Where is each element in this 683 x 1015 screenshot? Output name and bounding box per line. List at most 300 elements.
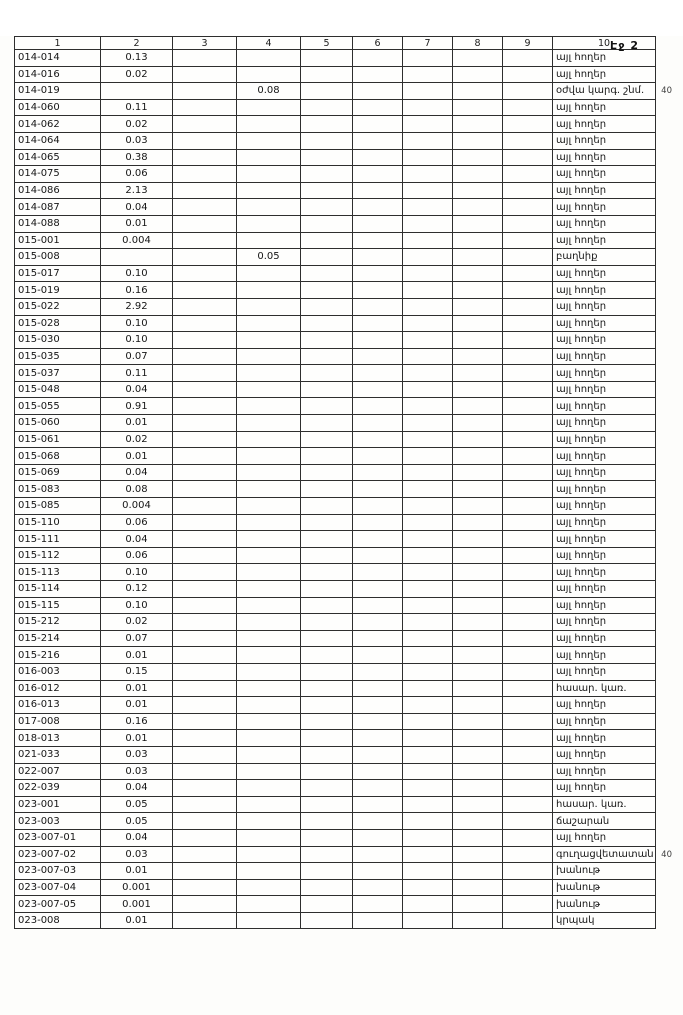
cell-5 (301, 50, 353, 67)
cell-area-4 (237, 481, 301, 498)
cell-7 (403, 99, 453, 116)
cell-area-4 (237, 431, 301, 448)
cell-3 (173, 498, 237, 515)
cell-5 (301, 597, 353, 614)
cell-5 (301, 315, 353, 332)
cell-9 (503, 415, 553, 432)
cell-9 (503, 647, 553, 664)
cell-landuse: այլ հողեր (553, 215, 656, 232)
cell-7 (403, 796, 453, 813)
cell-9 (503, 730, 553, 747)
cell-7 (403, 879, 453, 896)
cell-7 (403, 514, 453, 531)
cell-9 (503, 282, 553, 299)
cell-code: 015-008 (15, 249, 101, 266)
cell-8 (453, 332, 503, 349)
cell-5 (301, 149, 353, 166)
cell-8 (453, 298, 503, 315)
table-row (15, 663, 656, 680)
records-table (14, 36, 672, 929)
cell-7 (403, 663, 453, 680)
cell-area-2: 0.06 (101, 514, 173, 531)
cell-9 (503, 215, 553, 232)
cell-9 (503, 680, 553, 697)
cell-landuse: հասար. կառ. (553, 680, 656, 697)
cell-area-2: 0.38 (101, 149, 173, 166)
cell-area-2: 0.07 (101, 630, 173, 647)
cell-9 (503, 912, 553, 929)
cell-8 (453, 265, 503, 282)
cell-3 (173, 581, 237, 598)
cell-area-4 (237, 50, 301, 67)
cell-code: 023-007-01 (15, 829, 101, 846)
cell-area-4 (237, 282, 301, 299)
cell-6 (353, 265, 403, 282)
cell-landuse: այլ հողեր (553, 398, 656, 415)
cell-3 (173, 83, 237, 100)
cell-9 (503, 199, 553, 216)
column-header: 8 (453, 37, 503, 50)
cell-8 (453, 381, 503, 398)
cell-area-4 (237, 829, 301, 846)
cell-6 (353, 879, 403, 896)
cell-code: 015-055 (15, 398, 101, 415)
cell-3 (173, 780, 237, 797)
cell-area-2: 0.02 (101, 431, 173, 448)
cell-code: 014-087 (15, 199, 101, 216)
cell-9 (503, 663, 553, 680)
cell-landuse: այլ հողեր (553, 464, 656, 481)
cell-area-4 (237, 265, 301, 282)
cell-9 (503, 879, 553, 896)
cell-3 (173, 199, 237, 216)
cell-6 (353, 332, 403, 349)
cell-area-2: 0.10 (101, 332, 173, 349)
cell-landuse: այլ հողեր (553, 663, 656, 680)
cell-landuse: այլ հողեր (553, 365, 656, 382)
cell-5 (301, 846, 353, 863)
cell-6 (353, 829, 403, 846)
cell-6 (353, 780, 403, 797)
cell-area-4 (237, 215, 301, 232)
cell-landuse: այլ հողեր (553, 50, 656, 67)
cell-9 (503, 431, 553, 448)
cell-area-4 (237, 332, 301, 349)
cell-6 (353, 298, 403, 315)
cell-9 (503, 746, 553, 763)
table-row (15, 50, 656, 67)
cell-6 (353, 166, 403, 183)
cell-7 (403, 896, 453, 913)
cell-area-2: 0.01 (101, 215, 173, 232)
cell-7 (403, 431, 453, 448)
cell-code: 016-013 (15, 697, 101, 714)
cell-8 (453, 249, 503, 266)
cell-landuse: այլ հողեր (553, 199, 656, 216)
cell-3 (173, 912, 237, 929)
cell-7 (403, 116, 453, 133)
cell-9 (503, 448, 553, 465)
cell-code: 014-086 (15, 182, 101, 199)
cell-7 (403, 132, 453, 149)
cell-9 (503, 182, 553, 199)
table-row (15, 780, 656, 797)
table-row (15, 315, 656, 332)
cell-3 (173, 896, 237, 913)
cell-landuse: այլ հողեր (553, 746, 656, 763)
cell-landuse: այլ հողեր (553, 315, 656, 332)
cell-area-4 (237, 581, 301, 598)
cell-3 (173, 713, 237, 730)
cell-landuse: այլ հողեր (553, 581, 656, 598)
cell-6 (353, 763, 403, 780)
cell-6 (353, 663, 403, 680)
cell-5 (301, 348, 353, 365)
cell-6 (353, 50, 403, 67)
table-row (15, 896, 656, 913)
cell-area-2: 0.02 (101, 116, 173, 133)
cell-code: 015-017 (15, 265, 101, 282)
cell-8 (453, 282, 503, 299)
cell-code: 014-075 (15, 166, 101, 183)
cell-7 (403, 630, 453, 647)
cell-code: 015-068 (15, 448, 101, 465)
cell-7 (403, 83, 453, 100)
cell-code: 015-060 (15, 415, 101, 432)
cell-6 (353, 132, 403, 149)
cell-area-4 (237, 647, 301, 664)
cell-5 (301, 614, 353, 631)
cell-5 (301, 332, 353, 349)
cell-area-2: 0.16 (101, 713, 173, 730)
cell-6 (353, 531, 403, 548)
cell-landuse: այլ հողեր (553, 282, 656, 299)
cell-landuse: այլ հողեր (553, 448, 656, 465)
cell-6 (353, 863, 403, 880)
cell-5 (301, 912, 353, 929)
table-row (15, 182, 656, 199)
table-row (15, 215, 656, 232)
cell-code: 015-001 (15, 232, 101, 249)
cell-code: 014-014 (15, 50, 101, 67)
cell-7 (403, 763, 453, 780)
cell-3 (173, 182, 237, 199)
cell-3 (173, 514, 237, 531)
cell-9 (503, 614, 553, 631)
table-row (15, 132, 656, 149)
cell-area-2: 0.01 (101, 647, 173, 664)
cell-3 (173, 796, 237, 813)
cell-8 (453, 879, 503, 896)
cell-area-4 (237, 182, 301, 199)
table-row (15, 813, 656, 830)
cell-6 (353, 398, 403, 415)
cell-3 (173, 697, 237, 714)
cell-7 (403, 597, 453, 614)
column-header: 9 (503, 37, 553, 50)
cell-5 (301, 713, 353, 730)
cell-5 (301, 116, 353, 133)
cell-8 (453, 813, 503, 830)
cell-landuse: այլ հողեր (553, 514, 656, 531)
cell-area-4 (237, 315, 301, 332)
cell-9 (503, 531, 553, 548)
cell-5 (301, 282, 353, 299)
cell-8 (453, 365, 503, 382)
cell-area-2: 0.01 (101, 912, 173, 929)
cell-3 (173, 597, 237, 614)
cell-5 (301, 298, 353, 315)
cell-7 (403, 846, 453, 863)
cell-5 (301, 365, 353, 382)
cell-8 (453, 697, 503, 714)
cell-code: 015-022 (15, 298, 101, 315)
cell-3 (173, 680, 237, 697)
cell-area-2: 0.001 (101, 879, 173, 896)
table-row (15, 796, 656, 813)
cell-5 (301, 746, 353, 763)
cell-8 (453, 199, 503, 216)
cell-3 (173, 763, 237, 780)
cell-7 (403, 232, 453, 249)
cell-3 (173, 298, 237, 315)
cell-9 (503, 265, 553, 282)
cell-code: 022-007 (15, 763, 101, 780)
cell-5 (301, 99, 353, 116)
cell-area-4 (237, 547, 301, 564)
cell-code: 023-003 (15, 813, 101, 830)
cell-area-4 (237, 863, 301, 880)
cell-7 (403, 531, 453, 548)
cell-landuse: այլ հողեր (553, 498, 656, 515)
cell-3 (173, 829, 237, 846)
cell-6 (353, 730, 403, 747)
cell-area-4 (237, 498, 301, 515)
cell-code: 015-216 (15, 647, 101, 664)
cell-6 (353, 215, 403, 232)
cell-code: 015-112 (15, 547, 101, 564)
cell-8 (453, 215, 503, 232)
cell-6 (353, 564, 403, 581)
cell-7 (403, 365, 453, 382)
cell-6 (353, 912, 403, 929)
cell-7 (403, 249, 453, 266)
cell-landuse: այլ հողեր (553, 730, 656, 747)
cell-9 (503, 365, 553, 382)
cell-landuse: հասար. կառ. (553, 796, 656, 813)
cell-7 (403, 282, 453, 299)
cell-code: 015-069 (15, 464, 101, 481)
cell-landuse: կրպակ (553, 912, 656, 929)
cell-6 (353, 846, 403, 863)
cell-7 (403, 581, 453, 598)
cell-area-2: 0.16 (101, 282, 173, 299)
cell-8 (453, 846, 503, 863)
cell-6 (353, 232, 403, 249)
cell-code: 015-048 (15, 381, 101, 398)
cell-5 (301, 564, 353, 581)
cell-area-4 (237, 132, 301, 149)
cell-6 (353, 647, 403, 664)
cell-code: 023-001 (15, 796, 101, 813)
cell-5 (301, 415, 353, 432)
cell-5 (301, 265, 353, 282)
scanned-page (0, 36, 683, 1015)
cell-3 (173, 132, 237, 149)
cell-7 (403, 298, 453, 315)
cell-code: 016-003 (15, 663, 101, 680)
table-row (15, 846, 656, 863)
cell-9 (503, 464, 553, 481)
cell-code: 015-019 (15, 282, 101, 299)
cell-landuse: այլ հողեր (553, 630, 656, 647)
cell-3 (173, 66, 237, 83)
cell-7 (403, 730, 453, 747)
margin-note: 40 (661, 86, 672, 97)
cell-area-2: 0.01 (101, 863, 173, 880)
cell-area-2: 0.04 (101, 829, 173, 846)
table-row (15, 514, 656, 531)
cell-area-4 (237, 415, 301, 432)
cell-6 (353, 514, 403, 531)
cell-3 (173, 166, 237, 183)
table-row (15, 83, 656, 100)
cell-9 (503, 581, 553, 598)
cell-9 (503, 298, 553, 315)
table-row (15, 116, 656, 133)
table-row (15, 199, 656, 216)
cell-8 (453, 166, 503, 183)
cell-area-2 (101, 83, 173, 100)
cell-5 (301, 813, 353, 830)
cell-code: 023-007-03 (15, 863, 101, 880)
column-header: 4 (237, 37, 301, 50)
cell-9 (503, 348, 553, 365)
cell-6 (353, 99, 403, 116)
cell-3 (173, 564, 237, 581)
cell-6 (353, 149, 403, 166)
cell-code: 015-083 (15, 481, 101, 498)
cell-area-4 (237, 66, 301, 83)
table-row (15, 581, 656, 598)
cell-8 (453, 597, 503, 614)
cell-landuse: այլ հողեր (553, 647, 656, 664)
cell-8 (453, 547, 503, 564)
table-row (15, 531, 656, 548)
cell-9 (503, 846, 553, 863)
column-header: 7 (403, 37, 453, 50)
table-row (15, 912, 656, 929)
cell-landuse: ճաշարան (553, 813, 656, 830)
cell-3 (173, 813, 237, 830)
cell-3 (173, 381, 237, 398)
cell-area-2: 0.03 (101, 763, 173, 780)
cell-3 (173, 332, 237, 349)
cell-7 (403, 547, 453, 564)
cell-area-2: 0.10 (101, 315, 173, 332)
cell-9 (503, 630, 553, 647)
cell-3 (173, 116, 237, 133)
cell-6 (353, 680, 403, 697)
cell-area-4 (237, 199, 301, 216)
cell-9 (503, 863, 553, 880)
table-row (15, 713, 656, 730)
cell-6 (353, 597, 403, 614)
cell-area-2: 0.04 (101, 780, 173, 797)
cell-area-4 (237, 531, 301, 548)
cell-area-2: 0.04 (101, 531, 173, 548)
cell-9 (503, 116, 553, 133)
cell-landuse: այլ հողեր (553, 166, 656, 183)
cell-code: 022-039 (15, 780, 101, 797)
cell-8 (453, 232, 503, 249)
cell-3 (173, 348, 237, 365)
cell-8 (453, 796, 503, 813)
cell-code: 015-028 (15, 315, 101, 332)
cell-7 (403, 697, 453, 714)
cell-5 (301, 481, 353, 498)
cell-5 (301, 863, 353, 880)
cell-9 (503, 481, 553, 498)
cell-landuse: գուղացվետատան 40 (553, 846, 656, 863)
cell-6 (353, 415, 403, 432)
cell-7 (403, 415, 453, 432)
cell-8 (453, 531, 503, 548)
cell-7 (403, 50, 453, 67)
cell-8 (453, 564, 503, 581)
cell-code: 015-111 (15, 531, 101, 548)
cell-7 (403, 498, 453, 515)
cell-area-2: 0.11 (101, 365, 173, 382)
cell-5 (301, 879, 353, 896)
cell-9 (503, 99, 553, 116)
cell-area-4 (237, 697, 301, 714)
cell-6 (353, 697, 403, 714)
cell-9 (503, 763, 553, 780)
cell-9 (503, 829, 553, 846)
cell-area-2: 0.06 (101, 547, 173, 564)
cell-area-2: 0.004 (101, 232, 173, 249)
cell-area-2: 0.03 (101, 746, 173, 763)
cell-code: 015-061 (15, 431, 101, 448)
cell-3 (173, 232, 237, 249)
cell-code: 014-062 (15, 116, 101, 133)
cell-5 (301, 896, 353, 913)
cell-3 (173, 630, 237, 647)
cell-9 (503, 398, 553, 415)
cell-code: 015-030 (15, 332, 101, 349)
cell-3 (173, 879, 237, 896)
cell-landuse: այլ հողեր (553, 564, 656, 581)
cell-8 (453, 448, 503, 465)
cell-8 (453, 630, 503, 647)
cell-7 (403, 780, 453, 797)
cell-area-4 (237, 381, 301, 398)
table-row (15, 464, 656, 481)
cell-8 (453, 863, 503, 880)
cell-9 (503, 332, 553, 349)
cell-5 (301, 796, 353, 813)
cell-7 (403, 149, 453, 166)
cell-6 (353, 315, 403, 332)
cell-area-4 (237, 746, 301, 763)
cell-6 (353, 481, 403, 498)
cell-5 (301, 547, 353, 564)
cell-5 (301, 780, 353, 797)
cell-6 (353, 282, 403, 299)
cell-6 (353, 614, 403, 631)
cell-9 (503, 83, 553, 100)
